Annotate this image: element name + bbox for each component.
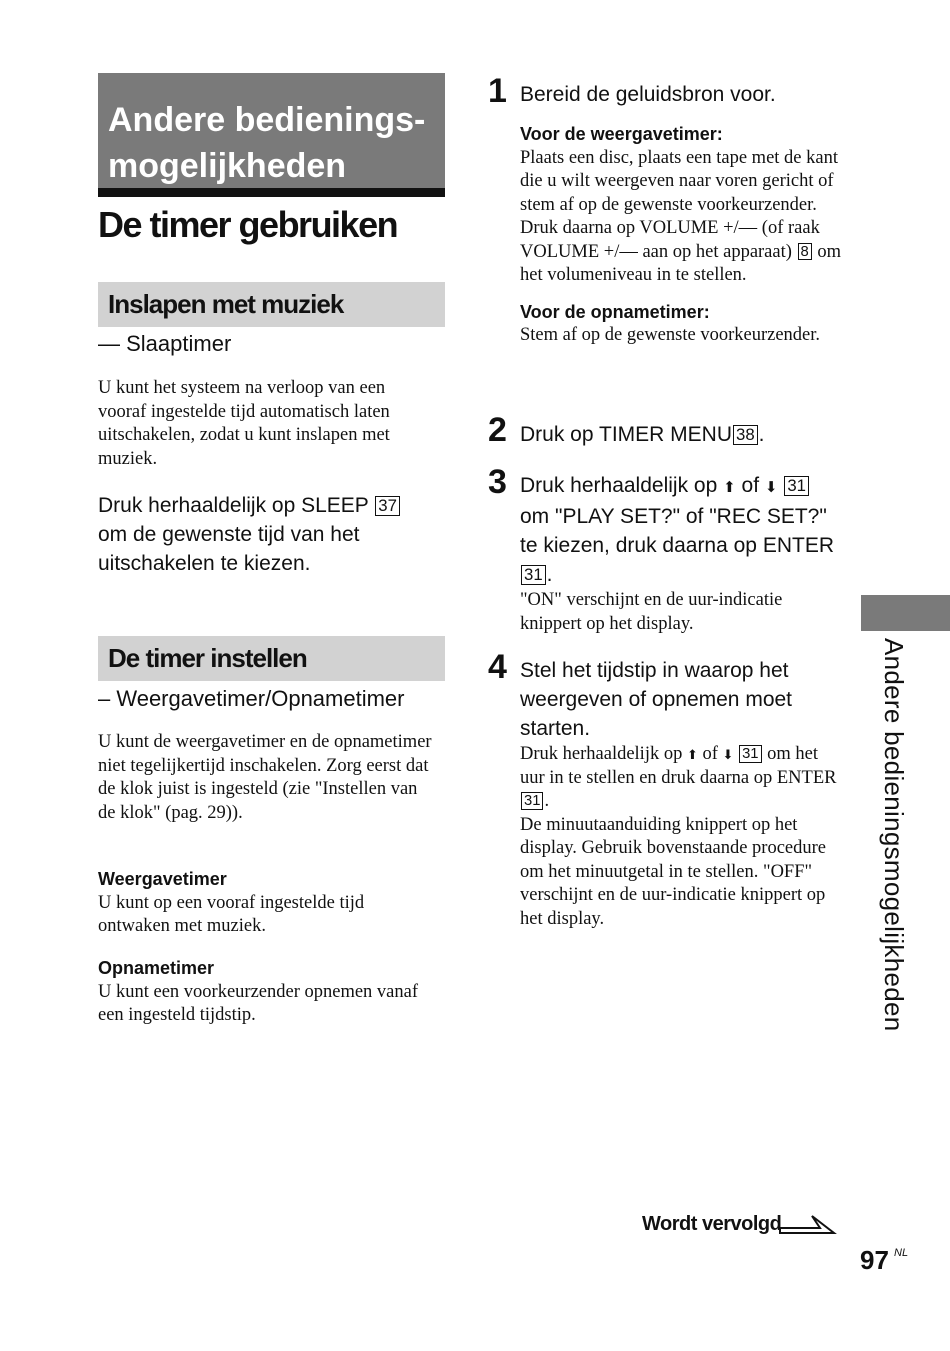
section-heading-sleep: [98, 282, 445, 327]
button-ref-box: 31: [521, 565, 546, 585]
side-tab-marker: [861, 595, 950, 631]
continued-label: Wordt vervolgd: [642, 1213, 782, 1235]
step-1-text-play-b: om het volumeniveau in te stellen.: [520, 241, 842, 285]
side-tab-text: Andere bedieningsmogelijkheden: [879, 638, 909, 1032]
step-number-4: 4: [488, 648, 507, 686]
chapter-title-line1: Andere bedienings-: [108, 101, 426, 139]
step-number-3: 3: [488, 463, 507, 501]
step-4: [520, 656, 845, 931]
step-3-note: "ON" verschijnt en de uur-indicatie knippert op het display.: [520, 590, 783, 634]
button-ref-box: 31: [521, 792, 543, 810]
arrow-down-icon: ⬇: [722, 747, 734, 762]
step-2-text: Druk op TIMER MENU: [520, 423, 732, 446]
button-ref-box: 38: [733, 425, 758, 445]
step-1-title: Bereid de geluidsbron voor.: [520, 83, 776, 106]
step-1-label-play: Voor de weergavetimer:: [520, 124, 723, 144]
button-ref-box: 31: [784, 476, 809, 496]
step-3-of: of: [741, 474, 760, 497]
step-1-text-play-a: Plaats een disc, plaats een tape met de kant die u wilt weergeven naar voren gericht of stem af op de gewenste voorkeurzender. Druk daarna op VOLUME +/— (of raak VOLUME +/— aan op het apparaat): [520, 147, 838, 262]
step-number-1: 1: [488, 72, 507, 110]
play-timer-block: [98, 868, 438, 939]
section-heading-sleep-text: Inslapen met muziek: [108, 289, 344, 319]
step-number-2: 2: [488, 411, 507, 449]
step-4-text-a: Druk herhaaldelijk op: [520, 744, 683, 764]
section-body-timer: U kunt de weergavetimer en de opnametimer niet tegelijkertijd inschakelen. Zorg eerst dat de klok juist is ingesteld (zie "Instellen van de klok" (pag. 29)).: [98, 732, 432, 823]
step-3-period: .: [546, 563, 553, 586]
step-4-period: .: [544, 791, 550, 811]
rec-timer-text: U kunt een voorkeurzender opnemen vanaf een ingesteld tijdstip.: [98, 981, 419, 1025]
step-4-of: of: [702, 744, 718, 764]
page-number: 97: [860, 1245, 889, 1275]
play-timer-text: U kunt op een vooraf ingestelde tijd ontwaken met muziek.: [98, 892, 365, 936]
button-ref-box: 37: [375, 496, 400, 516]
play-timer-label: Weergavetimer: [98, 869, 227, 889]
page-title: De timer gebruiken: [98, 204, 398, 245]
step-2-period: .: [758, 423, 765, 446]
step-1: [520, 80, 845, 348]
step-4-text: [520, 743, 845, 814]
step-4-text-more: De minuutaanduiding knippert op het display. Gebruik bovenstaande procedure om het minuutgetal in te stellen. "OFF" verschijnt en de uur-indicatie knippert op het display.: [520, 814, 826, 929]
button-ref-box: 8: [798, 243, 812, 261]
step-1-text-rec: Stem af op de gewenste voorkeurzender.: [520, 325, 821, 345]
step-3-title: [520, 471, 845, 589]
step-1-label-rec: Voor de opnametimer:: [520, 301, 710, 322]
step-3-text-a: Druk herhaaldelijk op: [520, 474, 718, 497]
step-4-text-b: om het uur in te stellen en druk daarna op ENTER: [520, 744, 837, 788]
section-heading-timer-text: De timer instellen: [108, 643, 307, 673]
step-3-text-b: om "PLAY SET?" of "REC SET?" te kiezen, druk daarna op ENTER: [520, 505, 834, 557]
step-3: [520, 471, 845, 636]
sleep-instruction-text-b: om de gewenste tijd van het uitschakelen te kiezen.: [98, 523, 360, 575]
step-4-title: Stel het tijdstip in waarop het weergeven of opnemen moet starten.: [520, 659, 793, 740]
section-heading-timer: [98, 636, 445, 681]
section-subtitle-sleep: — Slaaptimer: [98, 331, 232, 356]
page-language-suffix: NL: [894, 1247, 909, 1259]
button-ref-box: 31: [739, 745, 761, 763]
sleep-instruction-text-a: Druk herhaaldelijk op SLEEP: [98, 494, 369, 517]
arrow-down-icon: ⬇: [764, 479, 778, 496]
sleep-instruction: [98, 491, 418, 578]
step-2: [520, 420, 845, 449]
chapter-title: [108, 97, 438, 189]
chapter-title-line2: mogelijkheden: [108, 147, 347, 185]
rec-timer-label: Opnametimer: [98, 958, 215, 978]
continued-arrow-icon: [778, 1213, 838, 1239]
rec-timer-block: [98, 957, 438, 1028]
section-subtitle-timer: – Weergavetimer/Opnametimer: [98, 686, 405, 711]
section-body-sleep: U kunt het systeem na verloop van een vooraf ingestelde tijd automatisch laten uitschakelen, zodat u kunt inslapen met muziek.: [98, 378, 390, 469]
arrow-up-icon: ⬆: [723, 479, 736, 496]
step-1-text-play: [520, 147, 845, 288]
arrow-up-icon: ⬆: [686, 747, 698, 762]
